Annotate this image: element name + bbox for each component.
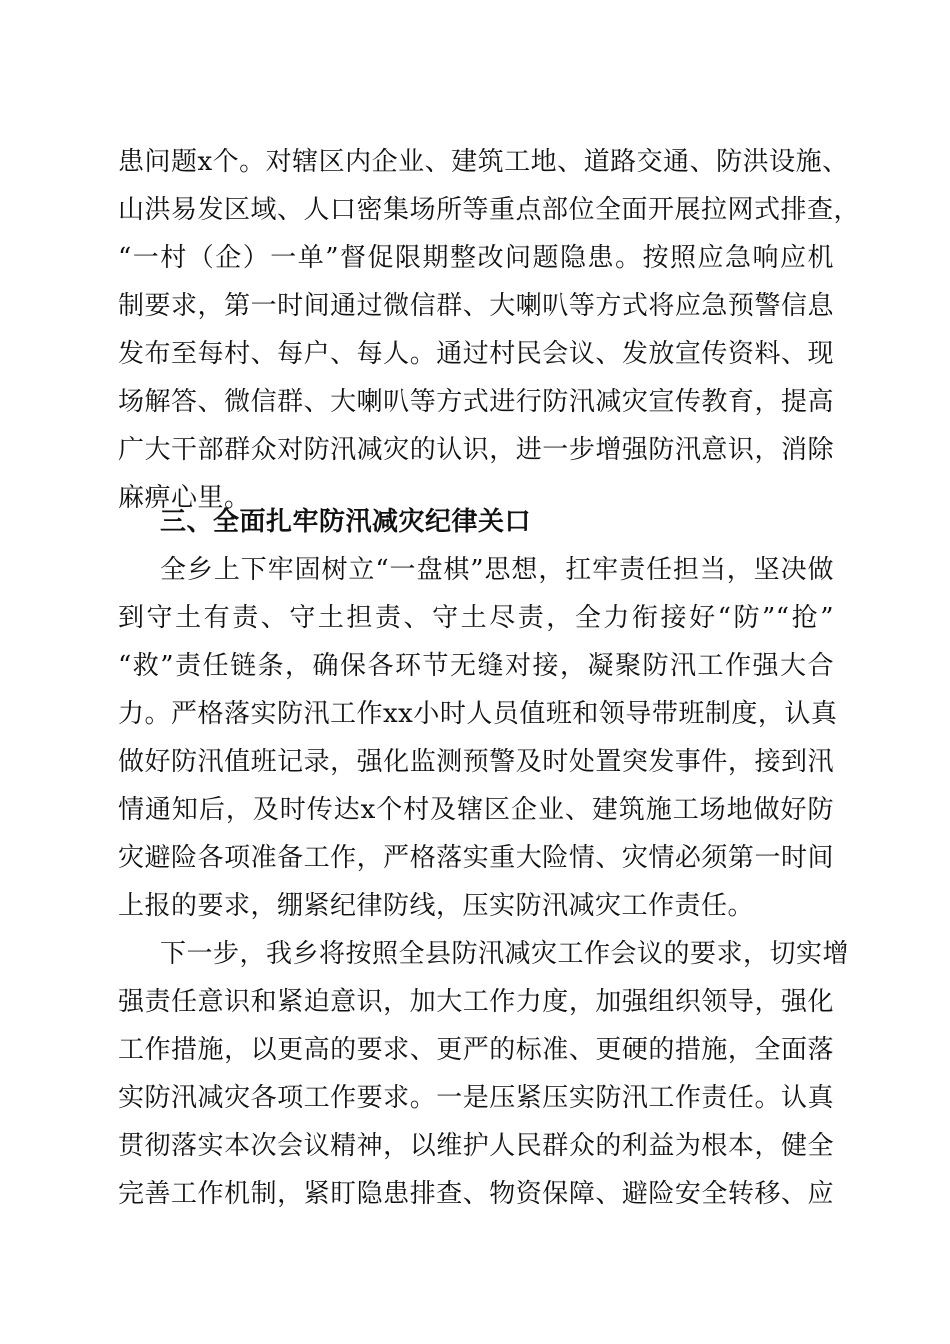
paragraph-2-line: 到守土有责、守土担责、守土尽责，全力衔接好“防”“抢” (118, 603, 834, 633)
paragraph-3-line: 下一步，我乡将按照全县防汛减灾工作会议的要求，切实增 (160, 939, 850, 969)
paragraph-2-line: 做好防汛值班记录，强化监测预警及时处置突发事件，接到汛 (118, 747, 834, 777)
section-heading: 三、全面扎牢防汛减灾纪律关口 (160, 507, 532, 537)
paragraph-2-line: 上报的要求，绷紧纪律防线，压实防汛减灾工作责任。 (118, 891, 755, 921)
paragraph-1-line: 山洪易发区域、人口密集场所等重点部位全面开展拉网式排查， (118, 195, 861, 225)
paragraph-3-line: 强责任意识和紧迫意识，加大工作力度，加强组织领导，强化 (118, 987, 834, 1017)
paragraph-1-line: 场解答、微信群、大喇叭等方式进行防汛减灾宣传教育，提高 (118, 387, 834, 417)
paragraph-1-line: 广大干部群众对防汛减灾的认识，进一步增强防汛意识，消除 (118, 435, 834, 465)
paragraph-1-line: “一村（企）一单”督促限期整改问题隐患。按照应急响应机 (118, 243, 834, 273)
paragraph-3-line: 完善工作机制，紧盯隐患排查、物资保障、避险安全转移、应 (118, 1179, 834, 1209)
paragraph-2-line: 灾避险各项准备工作，严格落实重大险情、灾情必须第一时间 (118, 843, 834, 873)
paragraph-2-line: 情通知后，及时传达x个村及辖区企业、建筑施工场地做好防 (118, 795, 834, 825)
paragraph-3-line: 实防汛减灾各项工作要求。一是压紧压实防汛工作责任。认真 (118, 1083, 834, 1113)
paragraph-1-line: 制要求，第一时间通过微信群、大喇叭等方式将应急预警信息 (118, 291, 834, 321)
paragraph-3-line: 工作措施，以更高的要求、更严的标准、更硬的措施，全面落 (118, 1035, 834, 1065)
paragraph-2-line: 全乡上下牢固树立“一盘棋”思想，扛牢责任担当，坚决做 (160, 555, 834, 585)
paragraph-2-line: 力。严格落实防汛工作xx小时人员值班和领导带班制度，认真 (118, 699, 838, 729)
paragraph-1-line: 患问题x个。对辖区内企业、建筑工地、道路交通、防洪设施、 (118, 147, 849, 177)
paragraph-3-line: 贯彻落实本次会议精神，以维护人民群众的利益为根本，健全 (118, 1131, 834, 1161)
paragraph-1-line: 麻痹心里。 (118, 483, 251, 513)
paragraph-2-line: “救”责任链条，确保各环节无缝对接，凝聚防汛工作强大合 (118, 651, 834, 681)
paragraph-1-line: 发布至每村、每户、每人。通过村民会议、发放宣传资料、现 (118, 339, 834, 369)
